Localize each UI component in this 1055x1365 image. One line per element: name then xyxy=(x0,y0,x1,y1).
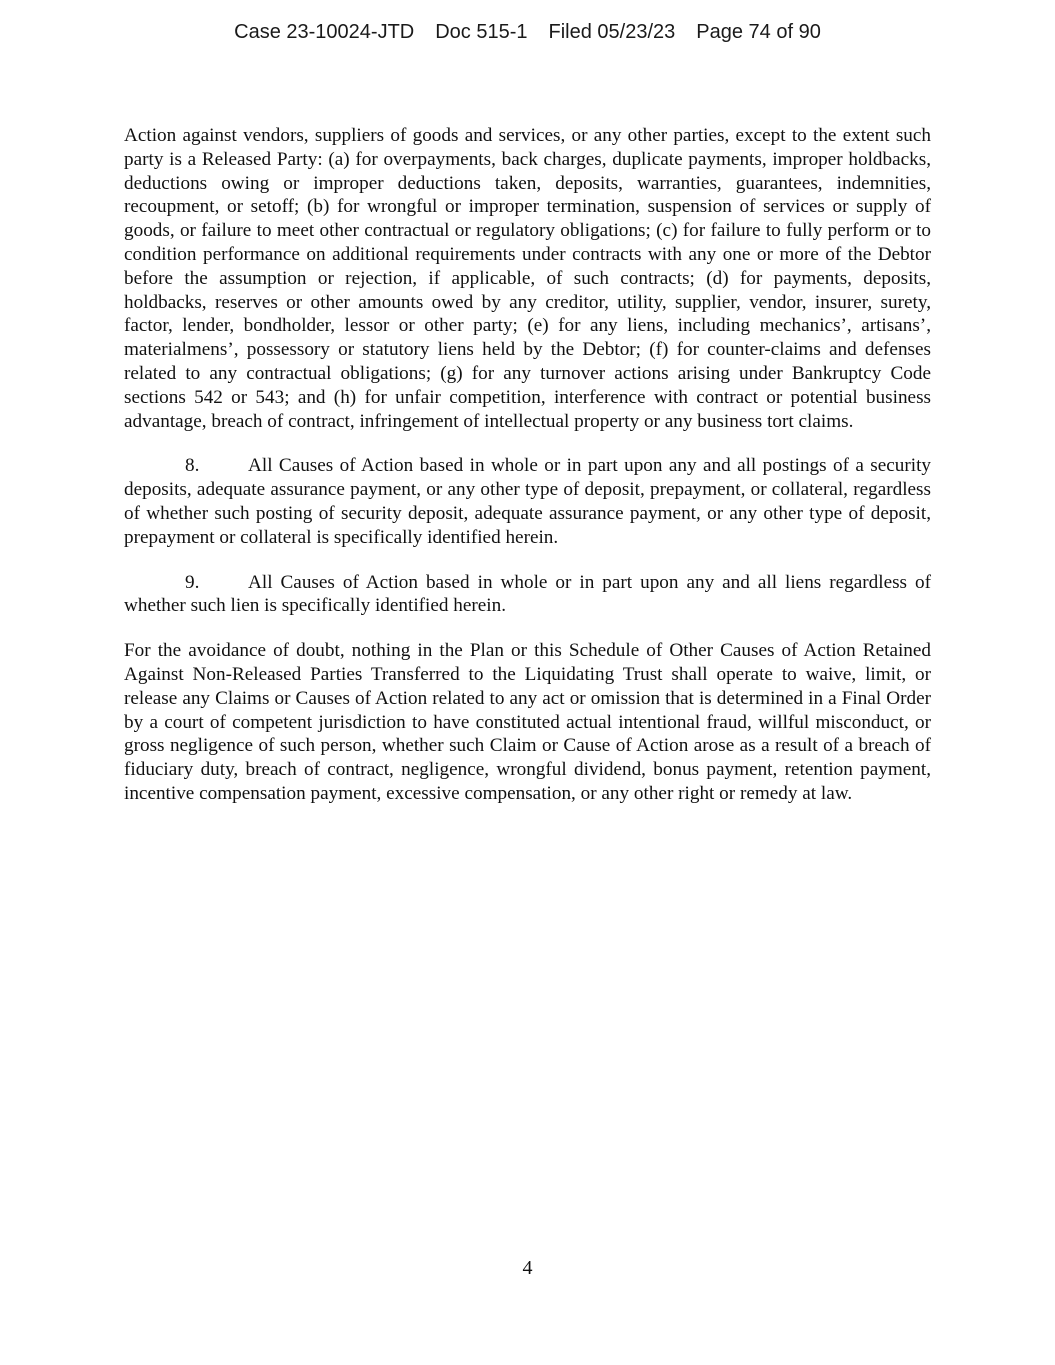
continuation-paragraph: Action against vendors, suppliers of goods and services, or any other parties, except to the extent such party is a Released Party: (a) for overpayments, back charges, duplicate payments, improper holdbacks, deductions owing or improper deductions taken, deposits, warranties, guarantees, indemnities, recoupment, or setoff; (b) for wrongful or improper termination, suspension of services or supply of goods, or failure to meet other contractual or regulatory obligations; (c) for failure to fully perform or to condition performance on additional requirements under contracts with any one or more of the Debtor before the assumption or rejection, if applicable, of such contracts; (d) for payments, deposits, holdbacks, reserves or other amounts owed by any creditor, utility, supplier, vendor, insurer, surety, factor, lender, bondholder, lessor or other party; (e) for any liens, including mechanics’, artisans’, materialmens’, possessory or statutory liens held by the Debtor; (f) for counter-claims and defenses related to any contractual obligations; (g) for any turnover actions arising under Bankruptcy Code sections 542 or 543; and (h) for unfair competition, interference with contract or potential business advantage, breach of contract, infringement of intellectual property or any business tort claims. xyxy=(124,125,931,432)
numbered-paragraph-8 xyxy=(124,454,931,549)
paragraph-text: All Causes of Action based in whole or in part upon any and all liens regardless of whether such lien is specifically identified herein. xyxy=(124,571,931,617)
closing-paragraph: For the avoidance of doubt, nothing in the Plan or this Schedule of Other Causes of Action Retained Against Non-Released Parties Transferred to the Liquidating Trust shall operate to waive, limit, or release any Claims or Causes of Action related to any act or omission that is determined in a Final Order by a court of competent jurisdiction to have constituted actual intentional fraud, willful misconduct, or gross negligence of such person, whether such Claim or Cause of Action arose as a result of a breach of fiduciary duty, breach of contract, negligence, wrongful dividend, bonus payment, retention payment, incentive compensation payment, excessive compensation, or any other right or remedy at law. xyxy=(124,640,931,804)
filed-date: Filed 05/23/23 xyxy=(548,21,676,43)
paragraph-text: All Causes of Action based in whole or in part upon any and all postings of a security deposits, adequate assurance payment, or any other type of deposit, prepayment, or collateral, regardless of whether such posting of security deposit, adequate assurance payment, or any other type of deposit, prepayment or collateral is specifically identified herein. xyxy=(124,455,931,548)
document-body xyxy=(124,124,931,827)
court-filing-header xyxy=(0,18,1055,46)
page-count: Page 74 of 90 xyxy=(696,21,821,43)
paragraph-number: 9. xyxy=(185,571,200,593)
paragraph-number: 8. xyxy=(185,455,200,477)
page-number: 4 xyxy=(522,1257,533,1279)
numbered-paragraph-9 xyxy=(124,571,931,619)
case-number: Case 23-10024-JTD xyxy=(234,21,415,43)
document-number: Doc 515-1 xyxy=(435,21,528,43)
